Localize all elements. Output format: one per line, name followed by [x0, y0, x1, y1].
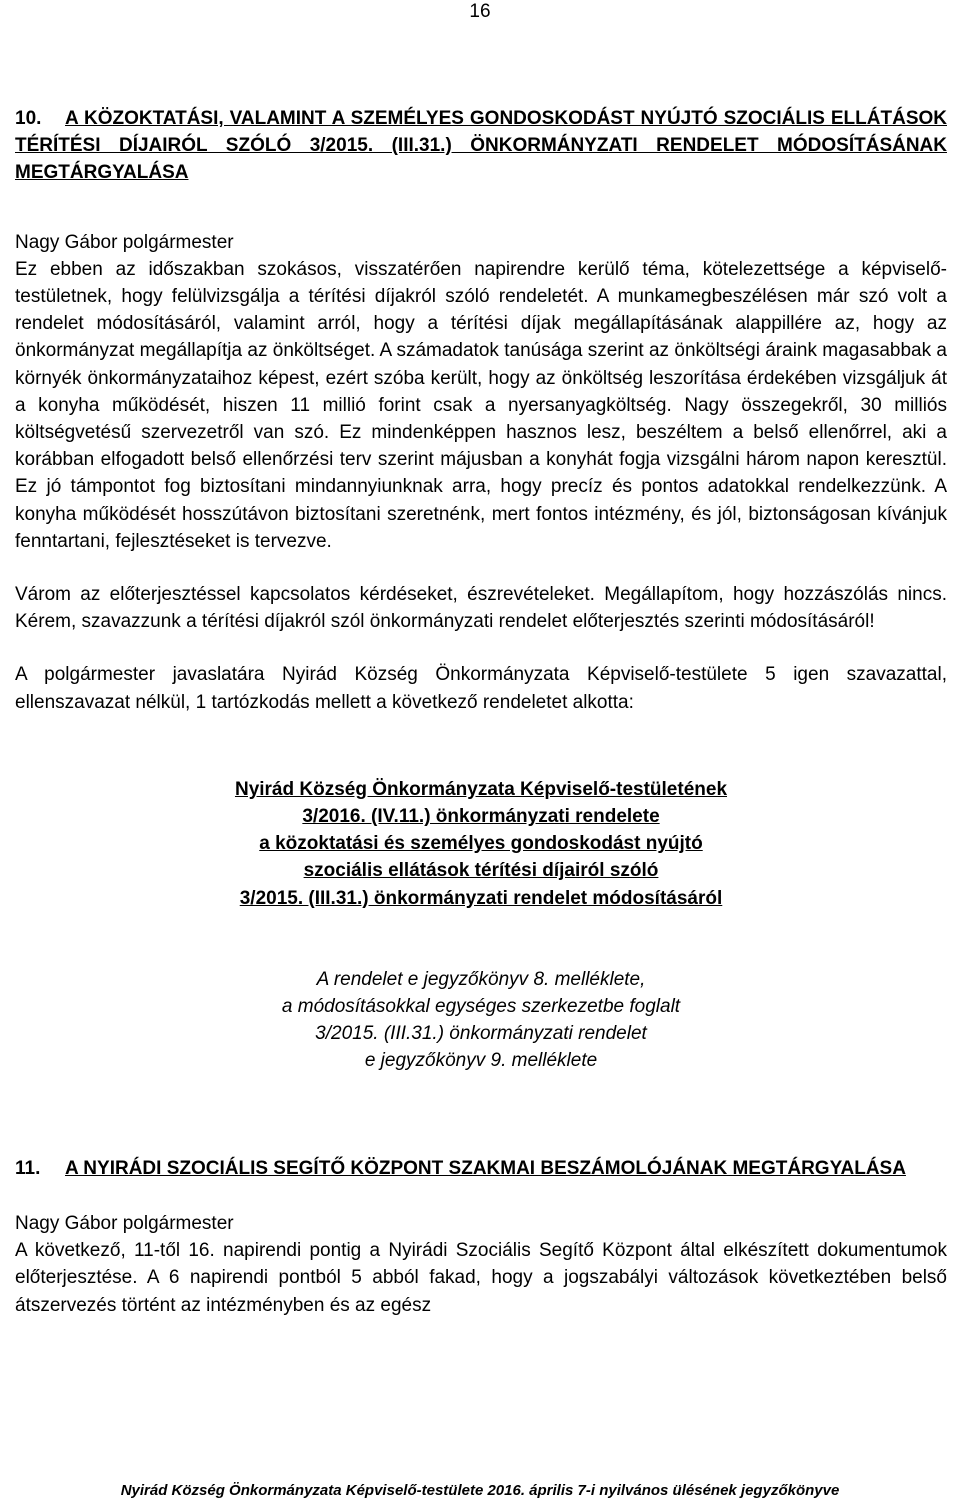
annex-note-line-1: A rendelet e jegyzőkönyv 8. melléklete, [316, 968, 646, 990]
section-10-heading [15, 105, 947, 187]
decree-title-line-4: szociális ellátások térítési díjairól szóló [303, 860, 659, 882]
section-10-paragraph-1: Ez ebben az időszakban szokásos, visszatérően napirendre kerülő téma, kötelezettsége a képviselő-testületnek, hogy felülvizsgálja a térítési díjakról szóló rendeletét. A munkamegbeszélésen már szó volt a rendelet módosításáról, valamint arról, hogy a térítési díjak megállapításának alappillére az, hogy az önkormányzat megállapítja az önköltséget. A számadatok tanúsága szerint az önköltségi áraink magasabbak a környék önkormányzataihoz képest, ezért szóba került, hogy az önköltség leszorítása érdekében vizsgáljuk át a konyha működését, hiszen 11 millió forint csak a nyersanyagköltség. Nagy összegekről, 30 milliós költségvetésű szervezetről van szó. Ez mindenképpen hasznos lesz, beszéltem a belső ellenőrrel, aki a korábban elfogadott belső ellenőrzési terv szerint májusban a konyhát fogja vizsgálni három napon keresztül. Ez jó támpontot fog biztosítani mindannyiunknak arra, hogy precíz és pontos adatokkal rendelkezzünk. A konyha működését hosszútávon biztosítani szeretnénk, mert fontos intézmény, és jól, biztonságosan kívánjuk fenntartani, fejlesztéseket is tervezve. [15, 258, 947, 552]
section-10-speaker: Nagy Gábor polgármester [15, 231, 234, 253]
section-11-heading [15, 1155, 947, 1182]
section-11-speaker: Nagy Gábor polgármester [15, 1212, 234, 1234]
section-11-heading-text: A NYIRÁDI SZOCIÁLIS SEGÍTŐ KÖZPONT SZAKMAI BESZÁMOLÓJÁNAK MEGTÁRGYALÁSA [65, 1157, 906, 1179]
annex-note [15, 966, 947, 1075]
decree-title-line-2: 3/2016. (IV.11.) önkormányzati rendelete [302, 806, 660, 828]
section-10-heading-text: A KÖZOKTATÁSI, VALAMINT A SZEMÉLYES GONDOSKODÁST NYÚJTÓ SZOCIÁLIS ELLÁTÁSOK TÉRÍTÉSI DÍJAIRÓL SZÓLÓ 3/2015. (III.31.) ÖNKORMÁNYZATI RENDELET MÓDOSÍTÁSÁNAK MEGTÁRGYALÁSA [15, 108, 947, 184]
decree-title [15, 776, 947, 912]
section-11-number: 11. [15, 1157, 41, 1179]
annex-note-line-3: 3/2015. (III.31.) önkormányzati rendelet [315, 1023, 647, 1045]
decree-title-line-1: Nyirád Község Önkormányzata Képviselő-testületének [234, 778, 728, 800]
section-11-paragraph-1: A következő, 11-től 16. napirendi pontig a Nyirádi Szociális Segítő Központ által elkészített dokumentumok előterjesztése. A 6 napirendi pontból 5 abból fakad, hogy a jogszabályi változások következtében belső átszervezés történt az intézményben és az egész [15, 1240, 947, 1316]
section-10-vote-paragraph: A polgármester javaslatára Nyirád Község Önkormányzata Képviselő-testülete 5 igen szavazattal, ellenszavazat nélkül, 1 tartózkodás mellett a következő rendeletet alkotta: [15, 664, 947, 713]
document-body [15, 105, 947, 1319]
decree-title-line-5: 3/2015. (III.31.) önkormányzati rendelet módosításáról [239, 887, 723, 909]
page-footer: Nyirád Község Önkormányzata Képviselő-testülete 2016. április 7-i nyilvános ülésének jegyzőkönyve [120, 1482, 840, 1499]
section-10-number: 10. [15, 108, 42, 129]
section-10-paragraph-2: Várom az előterjesztéssel kapcsolatos kérdéseket, észrevételeket. Megállapítom, hogy hozzászólás nincs. Kérem, szavazzunk a térítési díjakról szól önkormányzati rendelet előterjesztés szerinti módosításáról! [15, 584, 947, 633]
decree-title-line-3: a közoktatási és személyes gondoskodást nyújtó [259, 833, 703, 855]
annex-note-line-4: e jegyzőkönyv 9. melléklete [364, 1050, 598, 1072]
page-number: 16 [469, 1, 491, 22]
annex-note-line-2: a módosításokkal egységes szerkezetbe foglalt [281, 996, 681, 1018]
